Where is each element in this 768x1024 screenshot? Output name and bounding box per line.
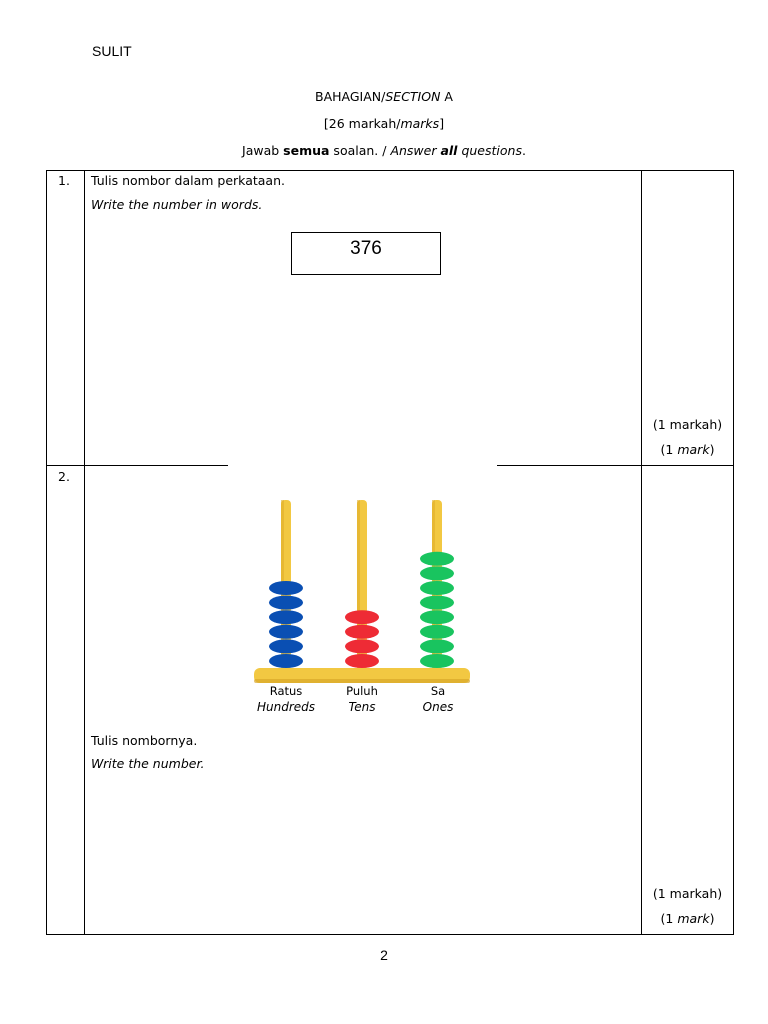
q1-number: 1. <box>58 173 70 188</box>
row-divider-right <box>497 465 734 466</box>
abacus-base-shade <box>254 679 470 683</box>
abacus-bead <box>269 610 303 624</box>
q1-text-en: Write the number in words. <box>91 197 263 212</box>
q2-number: 2. <box>58 469 70 484</box>
table-bottom-border <box>46 934 734 935</box>
abacus-bead <box>345 610 379 624</box>
sulit-label: SULIT <box>92 43 132 59</box>
abacus-bead <box>269 625 303 639</box>
page-number: 2 <box>380 947 388 963</box>
abacus-bead <box>420 654 454 668</box>
abacus-bead <box>269 639 303 653</box>
abacus-image <box>240 490 480 690</box>
abacus-bead <box>345 625 379 639</box>
abacus-bead <box>345 654 379 668</box>
q1-text-ms: Tulis nombor dalam perkataan. <box>91 173 285 188</box>
abacus-bead <box>420 552 454 566</box>
table-top-border <box>46 170 734 171</box>
rod-label-hundreds-ms: Ratus <box>269 684 303 698</box>
abacus-bead <box>345 639 379 653</box>
rod-label-tens-ms: Puluh <box>346 684 378 698</box>
abacus-bead <box>269 654 303 668</box>
q2-mark-ms: (1 markah) <box>652 886 723 901</box>
abacus-bead <box>269 596 303 610</box>
number-column-divider <box>84 170 85 935</box>
instructions: Jawab semua soalan. / Answer all questions. <box>242 143 526 158</box>
rod-label-tens-en: Tens <box>348 700 376 714</box>
rod-label-ones-en: Ones <box>422 700 454 714</box>
marks-column-divider <box>641 170 642 935</box>
q1-mark-en: (1 mark) <box>660 442 715 457</box>
table-right-border <box>733 170 734 935</box>
q1-mark-ms: (1 markah) <box>652 417 723 432</box>
section-title: BAHAGIAN/SECTION A <box>315 89 453 104</box>
abacus-bead <box>420 610 454 624</box>
q1-number-box: 376 <box>291 232 441 275</box>
abacus-bead <box>420 639 454 653</box>
total-marks: [26 markah/marks] <box>323 116 445 131</box>
abacus-bead <box>269 581 303 595</box>
q2-text-en: Write the number. <box>91 756 205 771</box>
q2-text-ms: Tulis nombornya. <box>91 733 198 748</box>
table-left-border <box>46 170 47 935</box>
abacus-bead <box>420 581 454 595</box>
abacus-bead <box>420 566 454 580</box>
abacus-bead <box>420 625 454 639</box>
rod-label-hundreds-en: Hundreds <box>256 700 316 714</box>
rod-label-ones-ms: Sa <box>430 684 446 698</box>
q2-mark-en: (1 mark) <box>660 911 715 926</box>
row-divider-left <box>46 465 228 466</box>
abacus-bead <box>420 596 454 610</box>
